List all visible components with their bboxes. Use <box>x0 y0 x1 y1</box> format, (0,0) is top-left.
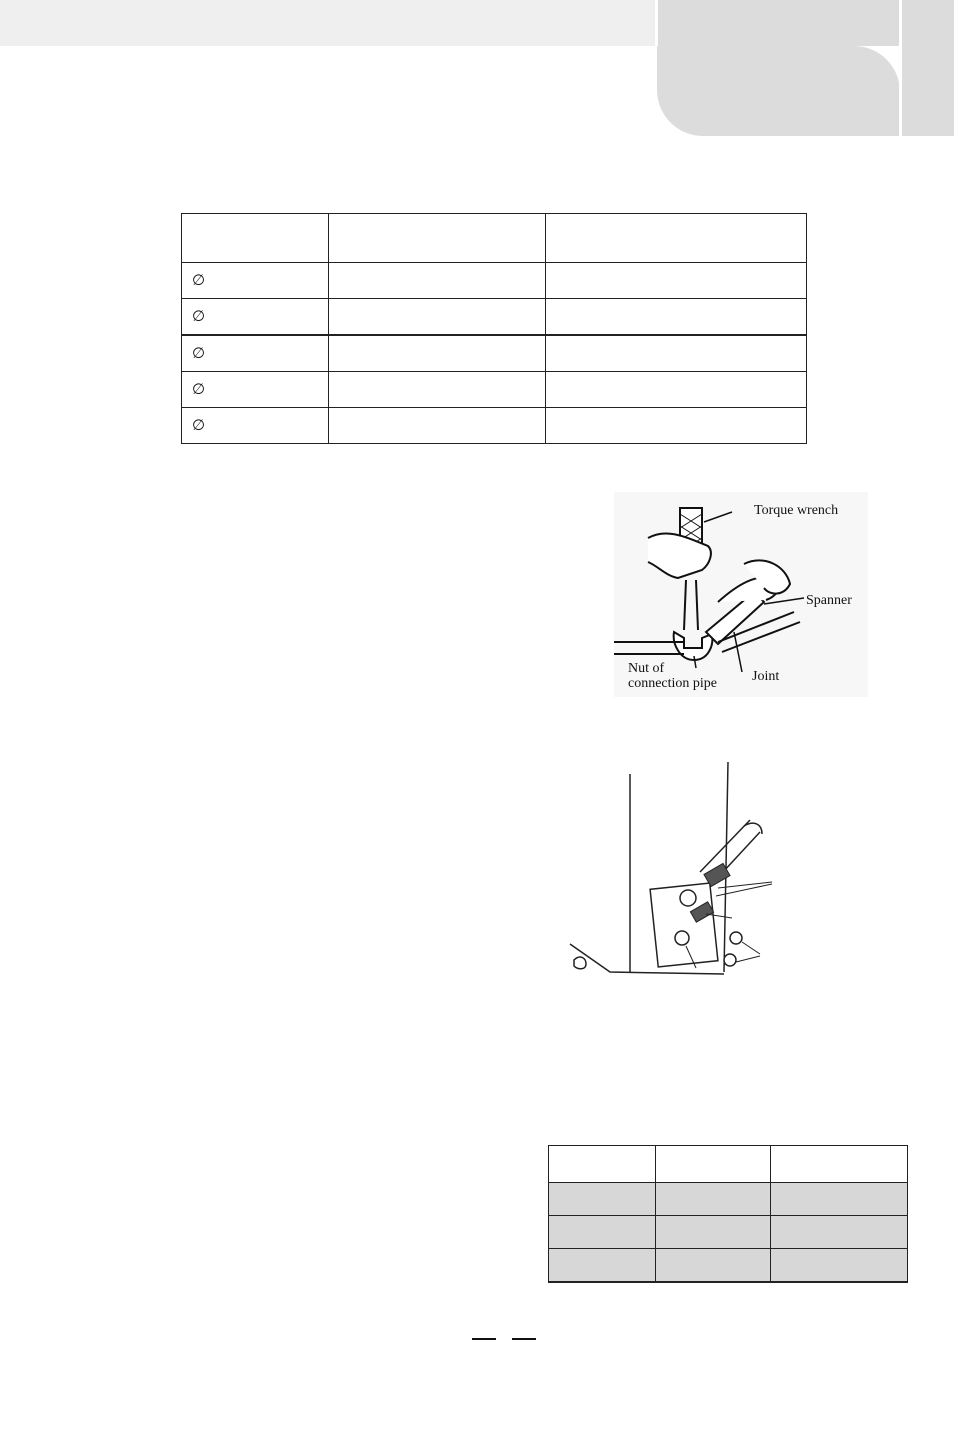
torque-wrench-figure <box>614 492 868 697</box>
small-table <box>548 1145 908 1283</box>
diameter-cell <box>182 299 329 336</box>
diameter-cell <box>182 408 329 444</box>
diameter-symbol: ∅ <box>192 416 206 434</box>
table-cell <box>546 372 807 408</box>
table-row <box>182 299 807 336</box>
table-cell <box>546 335 807 372</box>
header-cell <box>546 214 807 263</box>
table-row <box>182 335 807 372</box>
header-strip-gap <box>899 0 902 136</box>
table-cell <box>656 1183 771 1216</box>
table-cell <box>549 1249 656 1283</box>
outdoor-unit-illustration <box>560 762 786 988</box>
table-cell <box>549 1216 656 1249</box>
header-right-strip <box>902 0 954 136</box>
label-joint: Joint <box>752 669 780 684</box>
wrench-head <box>674 632 713 660</box>
table-cell <box>546 299 807 336</box>
header-cell <box>329 214 546 263</box>
header-cell <box>182 214 329 263</box>
header-divider <box>655 0 658 46</box>
page-number <box>470 1330 540 1350</box>
torque-wrench-illustration <box>614 492 868 697</box>
table-cell <box>656 1216 771 1249</box>
cap <box>730 932 742 944</box>
diameter-symbol: ∅ <box>192 271 206 289</box>
page-number-dash-right <box>512 1338 536 1340</box>
table-cell <box>329 372 546 408</box>
table-row <box>549 1249 908 1283</box>
diameter-symbol: ∅ <box>192 344 206 362</box>
torque-table <box>181 213 807 444</box>
header-cell <box>656 1146 771 1183</box>
table-cell <box>329 408 546 444</box>
table-row <box>182 263 807 299</box>
table-header-row <box>182 214 807 263</box>
header-corner-tab <box>657 46 900 136</box>
cap <box>724 954 736 966</box>
diameter-cell <box>182 335 329 372</box>
valve-lower <box>675 931 689 945</box>
table-cell <box>329 299 546 336</box>
label-nut-line2: connection pipe <box>628 676 718 691</box>
header-cell <box>549 1146 656 1183</box>
label-nut-line1: Nut of <box>628 661 665 676</box>
table-cell <box>771 1183 908 1216</box>
table-row <box>549 1183 908 1216</box>
diameter-symbol: ∅ <box>192 380 206 398</box>
table-cell <box>656 1249 771 1283</box>
table-cell <box>329 335 546 372</box>
table-cell <box>549 1183 656 1216</box>
table-cell <box>771 1249 908 1283</box>
table-row <box>182 372 807 408</box>
table-cell <box>329 263 546 299</box>
header-cell <box>771 1146 908 1183</box>
diameter-cell <box>182 372 329 408</box>
table-row <box>549 1216 908 1249</box>
label-torque-wrench: Torque wrench <box>754 503 839 518</box>
table-row <box>182 408 807 444</box>
outdoor-unit-figure <box>560 762 786 988</box>
table-cell <box>546 408 807 444</box>
diameter-cell <box>182 263 329 299</box>
page-number-dash-left <box>472 1338 496 1340</box>
table-cell <box>771 1216 908 1249</box>
label-spanner: Spanner <box>806 593 852 608</box>
table-cell <box>546 263 807 299</box>
valve-upper <box>680 890 696 906</box>
table-header-row <box>549 1146 908 1183</box>
diameter-symbol: ∅ <box>192 307 206 325</box>
